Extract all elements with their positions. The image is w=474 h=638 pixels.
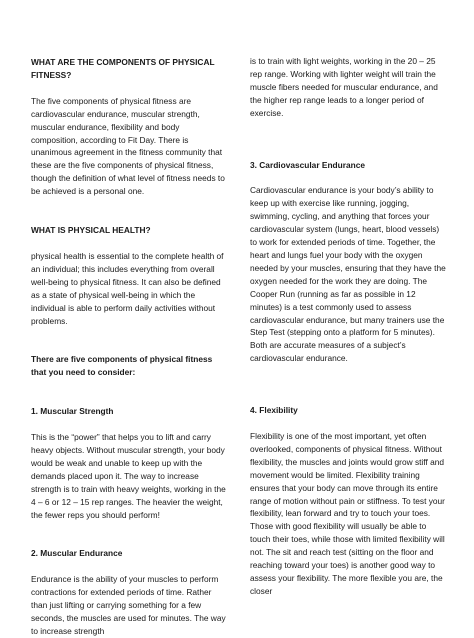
cardiovascular-endurance-paragraph: Cardiovascular endurance is your body’s ability to keep up with exercise like running, jogging, swimming, cycling, and anything that forces your cardiovascular system (lungs, heart, blood vessels) to work for extended periods of time. Together, the heart and lungs fuel your body with the oxygen needed by your muscles, ensuring that they have the oxygen needed for the work they are doing. The Cooper Run (running as far as possible in 12 minutes) is a test commonly used to assess cardiovascular endurance, but many trainers use the Step Test (stepping onto a platform for 5 minutes). Both are accurate measures of a subject’s cardiovascular endurance.	[250, 185, 446, 364]
muscular-endurance-paragraph: Endurance is the ability of your muscles to perform contractions for extended periods of time. Rather than just lifting or carrying something for a few seconds, the muscles are used for minutes. The way to increase strength	[31, 574, 226, 636]
muscular-strength-paragraph: This is the “power” that helps you to lift and carry heavy objects. Without muscular strength, your body would be weak and unable to keep up with the demands placed upon it. The way to increase strength is to train with heavy weights, working in the 4 – 6 or 12 – 15 rep ranges. The heavier the weight, the fewer reps you should perform!	[31, 432, 226, 520]
components-heading: WHAT ARE THE COMPONENTS OF PHYSICAL FITNESS?	[31, 57, 215, 80]
physical-health-heading: WHAT IS PHYSICAL HEALTH?	[31, 225, 151, 236]
muscular-strength-heading: 1. Muscular Strength	[31, 406, 114, 417]
muscular-endurance-heading: 2. Muscular Endurance	[31, 548, 123, 559]
muscular-endurance-continued-paragraph: is to train with light weights, working in the 20 – 25 rep range. Working with lighter weight will train the muscle fibers needed for muscular endurance, and the higher rep range leads to a longer period of exercise.	[250, 56, 438, 118]
flexibility-paragraph: Flexibility is one of the most important, yet often overlooked, components of physical fitness. Without flexibility, the muscles and joints would grow stiff and movement would be limited. Flexibility training ensures that your body can move through its entire range of motion without pain or stiffness. To test your flexibility, lean forward and try to touch your toes. Those with good flexibility will usually be able to touch their toes, while those with limited flexibility will not. The sit and reach test (sitting on the floor and reaching toward your toes) is another good way to assess your flexibility. The more flexible you are, the closer	[250, 431, 445, 596]
flexibility-heading: 4. Flexibility	[250, 405, 298, 416]
right-column	[250, 55, 448, 598]
physical-health-paragraph: physical health is essential to the complete health of an individual; this includes everything from overall well-being to physical fitness. It can also be defined as a state of physical well-being in which the individual is able to perform daily activities without problems.	[31, 250, 224, 326]
five-components-heading: There are five components of physical fitness that you need to consider:	[31, 354, 213, 378]
components-paragraph: The five components of physical fitness are cardiovascular endurance, muscular strength, muscular endurance, flexibility and body composition, according to Fit Day. There is unanimous agreement in the fitness community that these are the five components of physical fitness, though the definition of what level of fitness needs to be achieved is a personal one.	[31, 95, 225, 197]
cardiovascular-endurance-heading: 3. Cardiovascular Endurance	[250, 159, 366, 170]
left-column	[31, 56, 227, 638]
